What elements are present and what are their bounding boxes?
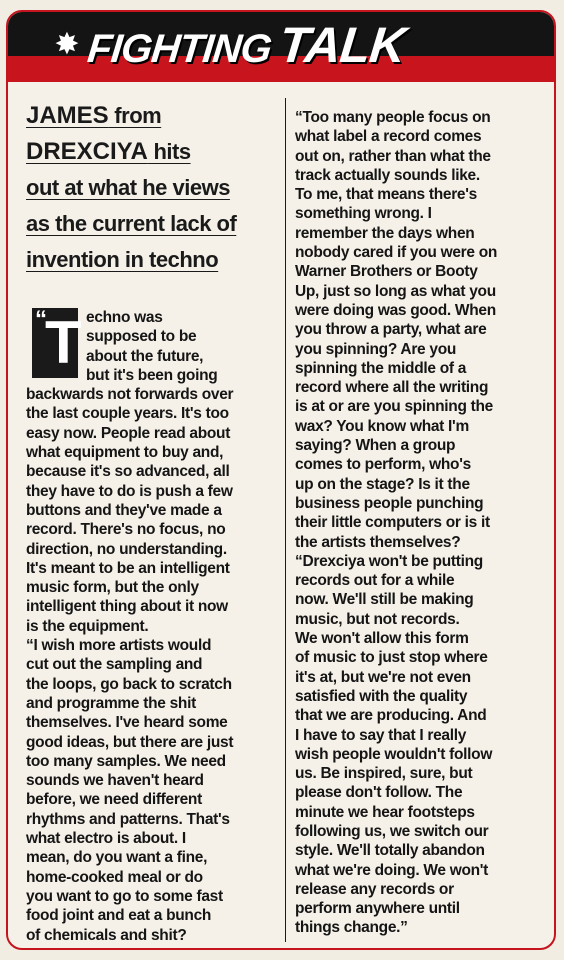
- text-line: We won't allow this form: [295, 630, 469, 648]
- text-line: you spinning? Are you: [295, 340, 457, 358]
- section-title-part2: TALK: [276, 17, 408, 73]
- text-line: track actually sounds like.: [295, 166, 480, 184]
- paragraph-2: [26, 636, 276, 945]
- text-line: music, but not records.: [295, 610, 460, 628]
- text-line: It's meant to be an intelligent: [26, 559, 230, 577]
- text-line: is the equipment.: [26, 617, 149, 635]
- text-line: themselves. I've heard some: [26, 714, 228, 732]
- text-line: the artists themselves?: [295, 533, 461, 551]
- intro-line: as the current lack of: [26, 211, 237, 236]
- text-line: “I wish more artists would: [26, 637, 212, 655]
- left-column: [26, 98, 276, 944]
- text-line: wax? You know what I'm: [295, 417, 469, 435]
- paragraph-1-body: [26, 385, 276, 636]
- text-line: of music to just stop where: [295, 649, 488, 667]
- text-line: were doing was good. When: [295, 301, 496, 319]
- text-line: buttons and they've made a: [26, 501, 222, 519]
- text-line: now. We'll still be making: [295, 591, 474, 609]
- text-line: To me, that means there's: [295, 186, 477, 204]
- text-line: comes to perform, who's: [295, 456, 471, 474]
- text-line: you want to go to some fast: [26, 887, 223, 905]
- text-line: the loops, go back to scratch: [26, 675, 232, 693]
- text-line: food joint and eat a bunch: [26, 907, 212, 925]
- text-line: you throw a party, what are: [295, 321, 487, 339]
- text-line: record. There's no focus, no: [26, 521, 226, 539]
- text-line: direction, no understanding.: [26, 540, 227, 558]
- text-line: because it's so advanced, all: [26, 463, 230, 481]
- text-line: following us, we switch our: [295, 822, 489, 840]
- text-line: Warner Brothers or Booty: [295, 263, 478, 281]
- text-line: they have to do is push a few: [26, 482, 233, 500]
- text-line: saying? When a group: [295, 437, 456, 455]
- text-line: records out for a while: [295, 572, 455, 590]
- section-title-part1: FIGHTING: [85, 27, 274, 71]
- article-card: [6, 10, 556, 950]
- text-line: satisfied with the quality: [295, 687, 468, 705]
- text-line: but it's been going: [86, 366, 218, 384]
- text-line: home-cooked meal or do: [26, 868, 203, 886]
- paragraph-3: [295, 108, 547, 552]
- text-line: what label a record comes: [295, 128, 482, 146]
- text-line: something wrong. I: [295, 205, 432, 223]
- text-line: their little computers or is it: [295, 514, 490, 532]
- paragraph-1: [26, 308, 276, 945]
- text-line: and programme the shit: [26, 694, 196, 712]
- text-line: what equipment to buy and,: [26, 444, 224, 462]
- intro-line: JAMES from: [26, 102, 162, 129]
- drop-cap-letter: T: [45, 309, 82, 376]
- text-line: please don't follow. The: [295, 784, 463, 802]
- text-line: business people punching: [295, 494, 484, 512]
- text-line: supposed to be: [86, 328, 197, 346]
- right-column: [295, 108, 547, 938]
- text-line: good ideas, but there are just: [26, 733, 234, 751]
- text-line: mean, do you want a fine,: [26, 849, 208, 867]
- text-line: intelligent thing about it now: [26, 598, 228, 616]
- text-line: sounds we haven't heard: [26, 772, 204, 790]
- text-line: spinning the middle of a: [295, 359, 467, 377]
- text-line: things change.”: [295, 919, 408, 937]
- text-line: too many samples. We need: [26, 752, 226, 770]
- text-line: perform anywhere until: [295, 900, 460, 918]
- section-title: [85, 16, 408, 78]
- text-line: style. We'll totally abandon: [295, 842, 485, 860]
- paragraph-4: [295, 552, 547, 938]
- text-line: minute we hear footsteps: [295, 803, 475, 821]
- column-divider: [285, 98, 286, 942]
- text-line: nobody cared if you were on: [295, 244, 498, 262]
- text-line: easy now. People read about: [26, 424, 231, 442]
- intro-line: out at what he views: [26, 175, 230, 200]
- text-line: that we are producing. And: [295, 707, 487, 725]
- text-line: us. Be inspired, sure, but: [295, 765, 473, 783]
- drop-cap-quote: “: [35, 306, 47, 333]
- intro-line: invention in techno: [26, 247, 219, 272]
- text-line: remember the days when: [295, 224, 475, 242]
- text-line: up on the stage? Is it the: [295, 475, 470, 493]
- intro-line: DREXCIYA hits: [26, 138, 191, 165]
- text-line: what we're doing. We won't: [295, 861, 489, 879]
- text-line: Up, just so long as what you: [295, 282, 496, 300]
- paragraph-1-indented: [26, 308, 276, 385]
- text-line: record where all the writing: [295, 379, 489, 397]
- text-line: it's at, but we're not even: [295, 668, 471, 686]
- text-line: rhythms and patterns. That's: [26, 810, 230, 828]
- star-burst-icon: ✸: [54, 27, 80, 62]
- article-intro: [26, 98, 276, 278]
- text-line: about the future,: [86, 347, 204, 365]
- text-line: is at or are you spinning the: [295, 398, 493, 416]
- text-line: echno was: [86, 309, 163, 326]
- text-line: what electro is about. I: [26, 830, 186, 848]
- text-line: the last couple years. It's too: [26, 405, 229, 423]
- text-line: of chemicals and shit?: [26, 926, 187, 944]
- masthead-banner: [8, 12, 554, 82]
- text-line: “Drexciya won't be putting: [295, 552, 483, 570]
- text-line: cut out the sampling and: [26, 656, 203, 674]
- text-line: wish people wouldn't follow: [295, 745, 493, 763]
- text-line: out on, rather than what the: [295, 147, 491, 165]
- text-line: “Too many people focus on: [295, 109, 491, 126]
- text-line: release any records or: [295, 880, 454, 898]
- text-line: I have to say that I really: [295, 726, 467, 744]
- text-line: before, we need different: [26, 791, 202, 809]
- text-line: backwards not forwards over: [26, 386, 234, 404]
- text-line: music form, but the only: [26, 579, 199, 597]
